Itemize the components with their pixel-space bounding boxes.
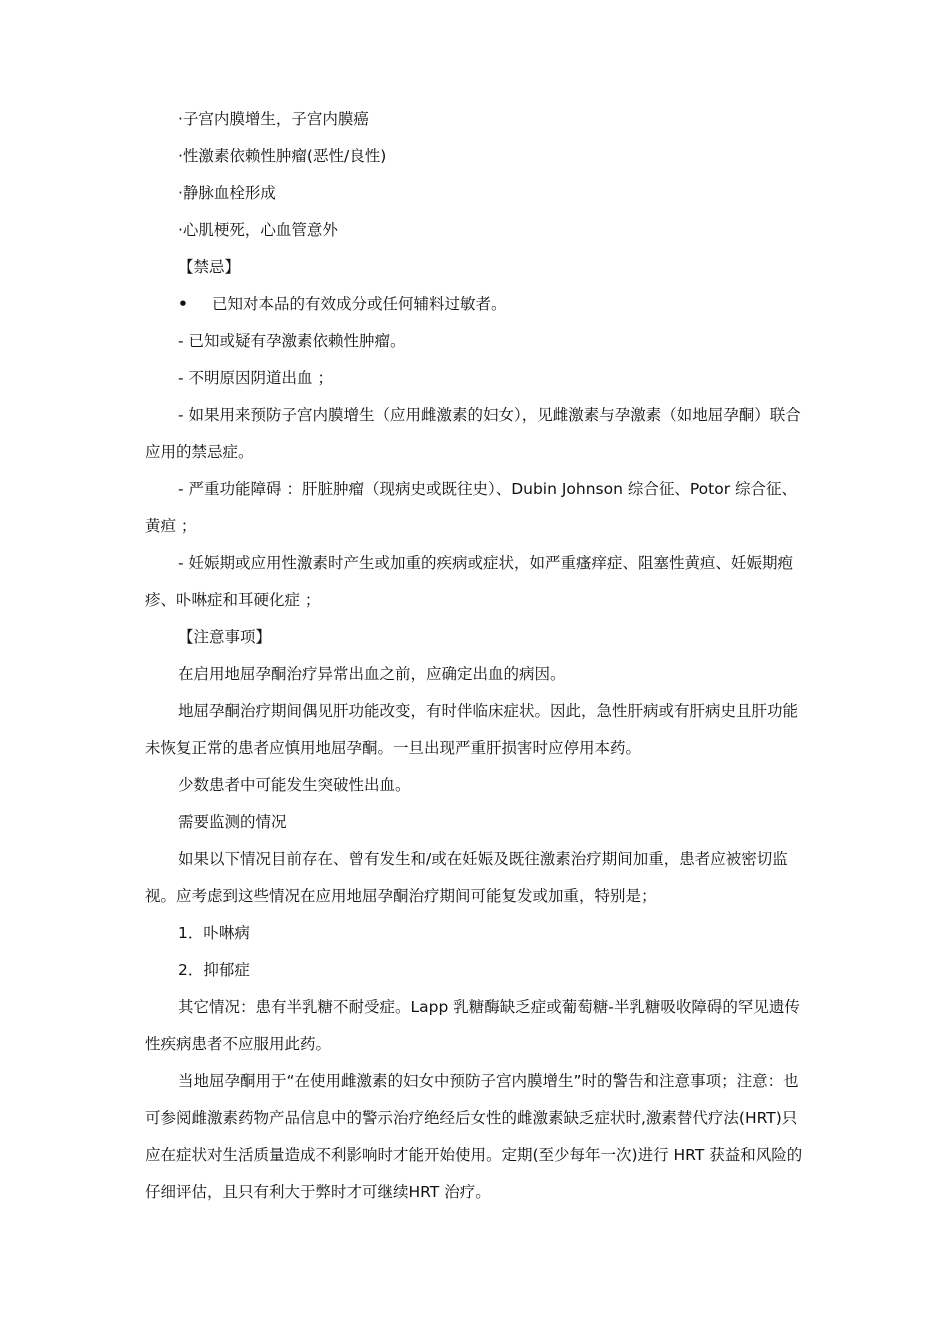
note-paragraph-1: 在启用地屈孕酮治疗异常出血之前，应确定出血的病因。 (178, 665, 566, 683)
contra-item-3: - 如果用来预防子宫内膜增生（应用雌激素的妇女），见雌激素与孕激素（如地屈孕酮）联合应用的禁忌症。 (145, 406, 801, 461)
contra-bullet-text: 已知对本品的有效成分或任何辅料过敏者。 (212, 295, 507, 313)
note-paragraph-3: 少数患者中可能发生突破性出血。 (178, 776, 411, 794)
contra-bullet-item (145, 286, 810, 323)
note-paragraph-4: 需要监测的情况 (178, 813, 287, 831)
risk-line-cardio: ·心肌梗死，心血管意外 (178, 221, 338, 239)
section-heading-contraindications: 【禁忌】 (178, 258, 241, 276)
risk-line-thrombosis: ·静脉血栓形成 (178, 184, 276, 202)
contra-item-4: - 严重功能障碍 ：肝脏肿瘤（现病史或既往史）、Dubin Johnson 综合征、Potor 综合征、黄疸 ； (145, 480, 798, 535)
section-heading-precautions: 【注意事项】 (178, 628, 272, 646)
note-list-item-2: 2．抑郁症 (178, 961, 250, 979)
note-paragraph-2: 地屈孕酮治疗期间偶见肝功能改变，有时伴临床症状。因此，急性肝病或有肝病史且肝功能未恢复正常的患者应慎用地屈孕酮。一旦出现严重肝损害时应停用本药。 (145, 702, 799, 757)
contra-item-5: - 妊娠期或应用性激素时产生或加重的疾病或症状，如严重瘙痒症、阻塞性黄疸、妊娠期疱疹、卟啉症和耳硬化症 ； (145, 554, 794, 609)
risk-line-endometrial: ·子宫内膜增生，子宫内膜癌 (178, 110, 369, 128)
note-list-item-1: 1．卟啉病 (178, 924, 250, 942)
document-body (145, 101, 810, 1211)
note-paragraph-6: 其它情况：患有半乳糖不耐受症。Lapp 乳糖酶缺乏症或葡萄糖-半乳糖吸收障碍的罕见遗传性疾病患者不应服用此药。 (145, 998, 800, 1053)
contra-item-2: - 不明原因阴道出血 ； (178, 369, 333, 387)
note-paragraph-7: 当地屈孕酮用于“在使用雌激素的妇女中预防子宫内膜增生”时的警告和注意事项；注意：也可参阅雌激素药物产品信息中的警示治疗绝经后女性的雌激素缺乏症状时,激素替代疗法(HRT)只应在症状对生活质量造成不利影响时才能开始使用。定期(至少每年一次)进行 HRT 获益和风险的仔细评估，且只有利大于弊时才可继续HRT 治疗。 (145, 1072, 803, 1201)
contra-item-1: - 已知或疑有孕激素依赖性肿瘤。 (178, 332, 406, 350)
bullet-marker: • (178, 295, 188, 313)
risk-line-tumor: ·性激素依赖性肿瘤(恶性/良性) (178, 147, 387, 165)
note-paragraph-5: 如果以下情况目前存在、曾有发生和/或在妊娠及既往激素治疗期间加重，患者应被密切监视。应考虑到这些情况在应用地屈孕酮治疗期间可能复发或加重，特别是； (145, 850, 788, 905)
